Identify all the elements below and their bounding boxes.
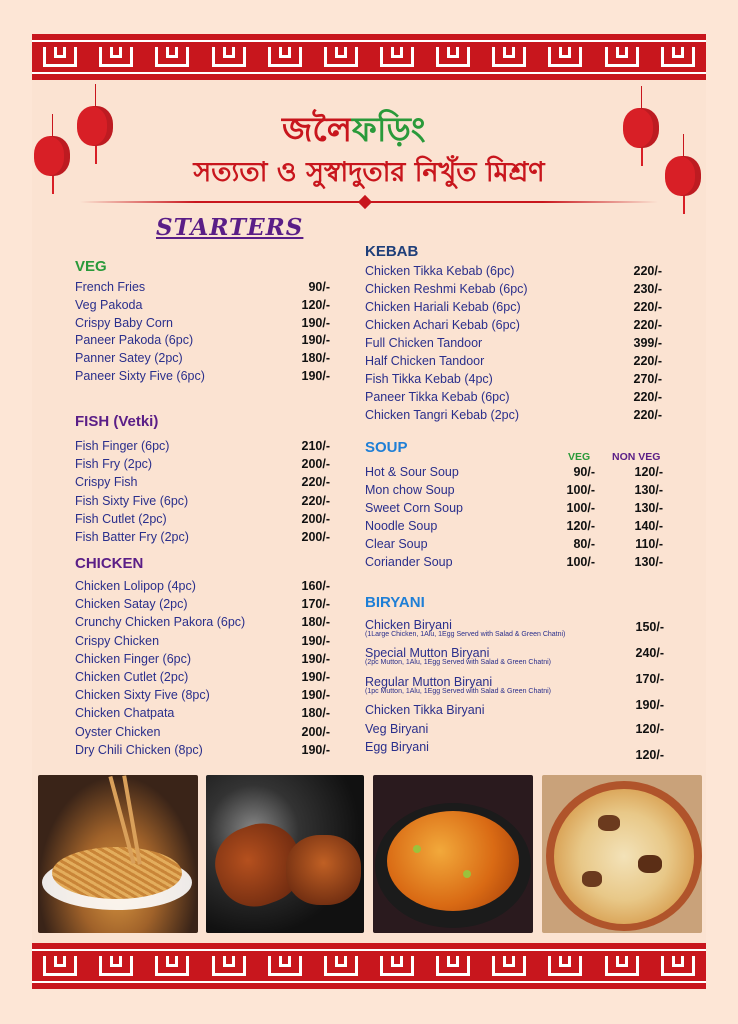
item-price: 120/-: [290, 296, 330, 314]
item-price: 190/-: [290, 668, 330, 686]
menu-item: [365, 352, 668, 370]
category-title: KEBAB: [365, 243, 419, 260]
item-note: (2pc Mutton, 1Alu, 1Egg Served with Salad & Green Chatni): [365, 659, 551, 666]
menu-item: [365, 262, 668, 280]
nonveg-price: 130/-: [621, 553, 663, 571]
menu-item: [75, 613, 336, 631]
item-price: 220/-: [622, 352, 662, 370]
restaurant-logo: জলৈফড়ি: [282, 110, 426, 150]
menu-item: [75, 278, 336, 296]
menu-item: [365, 334, 668, 352]
item-name: Chicken Tikka Kebab (6pc): [365, 264, 517, 278]
item-price: 150/-: [635, 620, 664, 634]
menu-item: [75, 595, 336, 613]
item-name: Fish Tikka Kebab (4pc): [365, 372, 496, 386]
biryani-photo: [542, 775, 702, 933]
item-price: 220/-: [622, 406, 662, 424]
item-price: 190/-: [635, 698, 664, 712]
item-name: Fish Fry (2pc): [75, 457, 155, 471]
item-name: Chicken Chatpata: [75, 706, 177, 720]
menu-item: [75, 296, 336, 314]
item-price: 190/-: [290, 331, 330, 349]
item-name: Chicken Sixty Five (8pc): [75, 688, 213, 702]
chilli-chicken-photo: [373, 775, 533, 933]
category-title: FISH (Vetki): [75, 413, 159, 430]
item-price: 190/-: [290, 686, 330, 704]
category-title: BIRYANI: [365, 594, 425, 611]
menu-item: [75, 632, 336, 650]
nonveg-price: 140/-: [621, 517, 663, 535]
item-price: 270/-: [622, 370, 662, 388]
item-name: Clear Soup: [365, 537, 431, 551]
item-name: Fish Sixty Five (6pc): [75, 494, 191, 508]
item-name: Paneer Sixty Five (6pc): [75, 369, 208, 383]
item-price: 220/-: [622, 388, 662, 406]
category-title: CHICKEN: [75, 555, 144, 572]
item-price: 200/-: [290, 455, 330, 473]
menu-item: [365, 298, 668, 316]
item-price: 190/-: [290, 741, 330, 759]
menu-item: [365, 388, 668, 406]
nonveg-price: 130/-: [621, 481, 663, 499]
item-price: 190/-: [290, 367, 330, 385]
menu-item: [75, 473, 336, 491]
item-name: Chicken Hariali Kebab (6pc): [365, 300, 524, 314]
item-name: Coriander Soup: [365, 555, 456, 569]
nonveg-price: 110/-: [621, 535, 663, 553]
menu-item: [75, 314, 336, 332]
item-price: 190/-: [290, 632, 330, 650]
item-note: (1pc Mutton, 1Alu, 1Egg Served with Salad & Green Chatni): [365, 688, 551, 695]
item-price: 190/-: [290, 650, 330, 668]
item-price: 220/-: [622, 298, 662, 316]
menu-item: [75, 704, 336, 722]
menu-item: [365, 280, 668, 298]
item-price: 399/-: [622, 334, 662, 352]
menu-item: [75, 492, 336, 510]
nonveg-column-header: NON VEG: [612, 451, 661, 463]
item-price: 240/-: [635, 646, 664, 660]
item-price: 220/-: [290, 492, 330, 510]
menu-item: [75, 437, 336, 455]
item-name: Sweet Corn Soup: [365, 501, 466, 515]
item-price: 210/-: [290, 437, 330, 455]
veg-price: 120/-: [553, 517, 595, 535]
menu-item: [365, 720, 665, 738]
menu-item: [75, 349, 336, 367]
menu-item: [365, 406, 668, 424]
soup-item: [365, 535, 665, 553]
top-border: [32, 34, 706, 80]
grilled-chicken-photo: [206, 775, 364, 933]
menu-item: [75, 455, 336, 473]
veg-price: 100/-: [553, 553, 595, 571]
lantern-icon: [77, 106, 113, 146]
item-price: 200/-: [290, 510, 330, 528]
nonveg-price: 130/-: [621, 499, 663, 517]
item-price: 180/-: [290, 613, 330, 631]
veg-price: 90/-: [553, 463, 595, 481]
item-name: Chicken Tangri Kebab (2pc): [365, 408, 522, 422]
item-name: Full Chicken Tandoor: [365, 336, 485, 350]
item-price: 220/-: [622, 316, 662, 334]
item-name: French Fries: [75, 280, 148, 294]
item-name: Crunchy Chicken Pakora (6pc): [75, 615, 248, 629]
item-price: 220/-: [622, 262, 662, 280]
item-name: Chicken Reshmi Kebab (6pc): [365, 282, 531, 296]
menu-item: [365, 738, 665, 756]
menu-item: [365, 701, 665, 719]
item-price: 180/-: [290, 349, 330, 367]
item-name: Dry Chili Chicken (8pc): [75, 743, 206, 757]
menu-item: [365, 316, 668, 334]
item-name: Mon chow Soup: [365, 483, 458, 497]
lantern-icon: [34, 136, 70, 176]
menu-item: [75, 331, 336, 349]
item-name: Veg Biryani: [365, 722, 431, 736]
item-price: 180/-: [290, 704, 330, 722]
item-name: Paneer Pakoda (6pc): [75, 333, 196, 347]
soup-item: [365, 463, 665, 481]
noodles-photo: [38, 775, 198, 933]
lantern-icon: [665, 156, 701, 196]
menu-item: [75, 686, 336, 704]
item-name: Oyster Chicken: [75, 725, 163, 739]
item-name: Chicken Cutlet (2pc): [75, 670, 191, 684]
item-price: 90/-: [290, 278, 330, 296]
soup-item: [365, 517, 665, 535]
item-name: Chicken Achari Kebab (6pc): [365, 318, 523, 332]
menu-item: [75, 650, 336, 668]
lantern-icon: [623, 108, 659, 148]
item-name: Crispy Fish: [75, 475, 141, 489]
item-name: Special Mutton Biryani: [365, 646, 492, 660]
soup-item: [365, 499, 665, 517]
soup-item: [365, 553, 665, 571]
item-price: 160/-: [290, 577, 330, 595]
item-name: Chicken Tikka Biryani: [365, 703, 488, 717]
item-name: Chicken Biryani: [365, 618, 455, 632]
menu-item: [365, 370, 668, 388]
item-name: Egg Biryani: [365, 740, 432, 754]
item-price: 200/-: [290, 723, 330, 741]
category-title: VEG: [75, 258, 107, 275]
item-name: Regular Mutton Biryani: [365, 675, 495, 689]
item-price: 200/-: [290, 528, 330, 546]
item-name: Fish Cutlet (2pc): [75, 512, 170, 526]
veg-price: 100/-: [553, 499, 595, 517]
menu-item: [75, 741, 336, 759]
item-name: Hot & Sour Soup: [365, 465, 462, 479]
item-name: Panner Satey (2pc): [75, 351, 186, 365]
item-name: Chicken Lolipop (4pc): [75, 579, 199, 593]
nonveg-price: 120/-: [621, 463, 663, 481]
item-name: Half Chicken Tandoor: [365, 354, 487, 368]
veg-price: 100/-: [553, 481, 595, 499]
item-name: Crispy Chicken: [75, 634, 162, 648]
menu-item: [75, 668, 336, 686]
menu-item: [75, 723, 336, 741]
veg-column-header: VEG: [568, 451, 591, 463]
item-price: 230/-: [622, 280, 662, 298]
item-name: Fish Finger (6pc): [75, 439, 172, 453]
menu-item: [75, 528, 336, 546]
item-price: 170/-: [635, 672, 664, 686]
section-title: STARTERS: [156, 214, 304, 241]
item-price: 190/-: [290, 314, 330, 332]
item-name: Paneer Tikka Kebab (6pc): [365, 390, 513, 404]
menu-item: [75, 367, 336, 385]
item-price: 120/-: [635, 748, 664, 762]
veg-price: 80/-: [553, 535, 595, 553]
soup-item: [365, 481, 665, 499]
item-price: 170/-: [290, 595, 330, 613]
item-note: (1Large Chicken, 1Alu, 1Egg Served with Salad & Green Chatni): [365, 631, 566, 638]
item-name: Chicken Finger (6pc): [75, 652, 194, 666]
bottom-border: [32, 943, 706, 989]
category-title: SOUP: [365, 439, 408, 456]
item-name: Crispy Baby Corn: [75, 316, 176, 330]
tagline: সত্যতা ও সুস্বাদুতার নিখুঁত মিশ্রণ: [193, 157, 545, 188]
menu-item: [75, 510, 336, 528]
menu-item: [75, 577, 336, 595]
item-name: Noodle Soup: [365, 519, 440, 533]
item-name: Fish Batter Fry (2pc): [75, 530, 192, 544]
item-price: 120/-: [635, 722, 664, 736]
item-price: 220/-: [290, 473, 330, 491]
item-name: Chicken Satay (2pc): [75, 597, 191, 611]
item-name: Veg Pakoda: [75, 298, 145, 312]
